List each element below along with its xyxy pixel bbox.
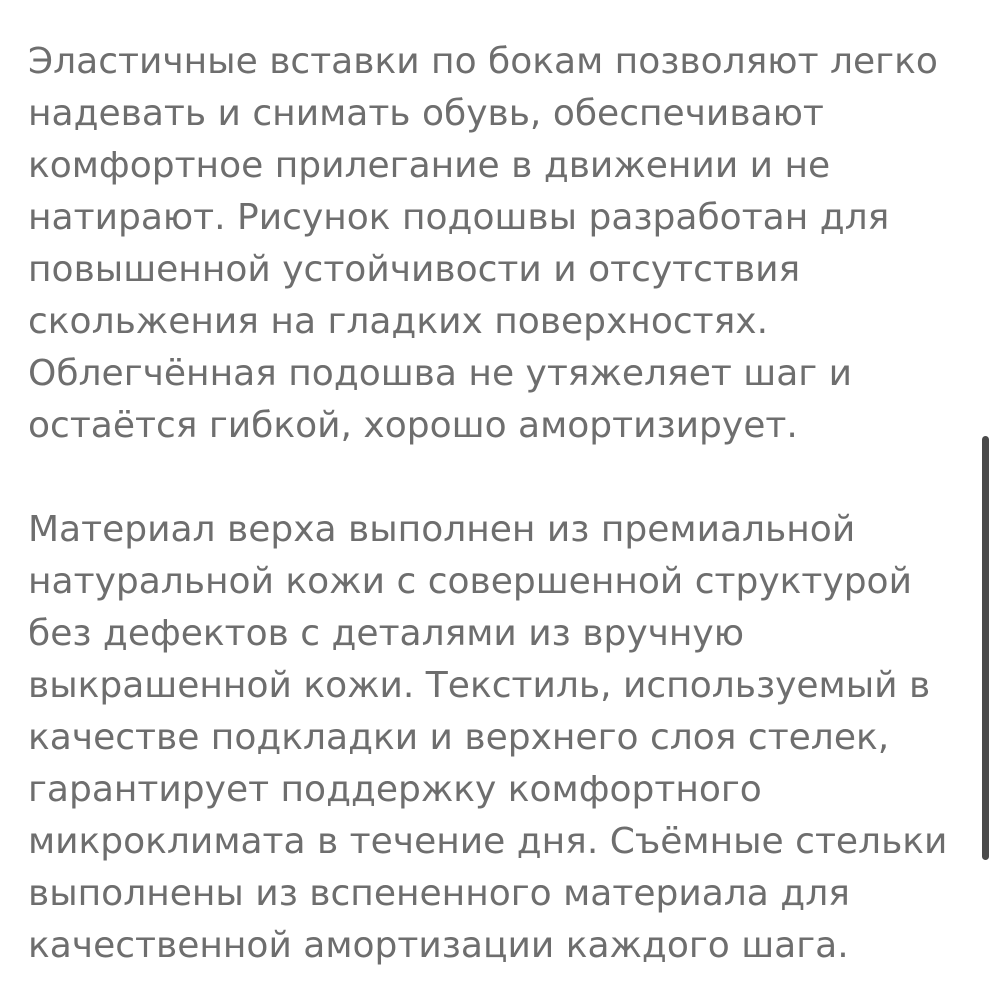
text-line: остаётся гибкой, хорошо амортизирует.: [28, 405, 798, 446]
paragraph-spacer: [28, 452, 968, 504]
text-line: натирают. Рисунок подошвы разработан для: [28, 197, 890, 238]
text-line: качественной амортизации каждого шага.: [28, 925, 849, 966]
text-line: натуральной кожи с совершенной структурой: [28, 561, 912, 602]
text-line: повышенной устойчивости и отсутствия: [28, 249, 801, 290]
description-paragraph-2: [28, 504, 968, 972]
description-paragraph-1: [28, 36, 968, 452]
text-line: гарантирует поддержку комфортного: [28, 769, 762, 810]
product-description: [28, 36, 968, 972]
text-line: Облегчённая подошва не утяжеляет шаг и: [28, 353, 853, 394]
text-line: надевать и снимать обувь, обеспечивают: [28, 93, 824, 134]
text-line: Материал верха выполнен из премиальной: [28, 509, 856, 550]
text-line: скольжения на гладких поверхностях.: [28, 301, 769, 342]
text-line: выкрашенной кожи. Текстиль, используемый в: [28, 665, 931, 706]
text-line: комфортное прилегание в движении и не: [28, 145, 831, 186]
text-line: Эластичные вставки по бокам позволяют легко: [28, 41, 938, 82]
text-line: качестве подкладки и верхнего слоя стелек,: [28, 717, 890, 758]
text-line: выполнены из вспененного материала для: [28, 873, 850, 914]
text-line: микроклимата в течение дня. Съёмные стельки: [28, 821, 948, 862]
scrollbar-thumb[interactable]: [982, 436, 989, 860]
text-line: без дефектов с деталями из вручную: [28, 613, 745, 654]
